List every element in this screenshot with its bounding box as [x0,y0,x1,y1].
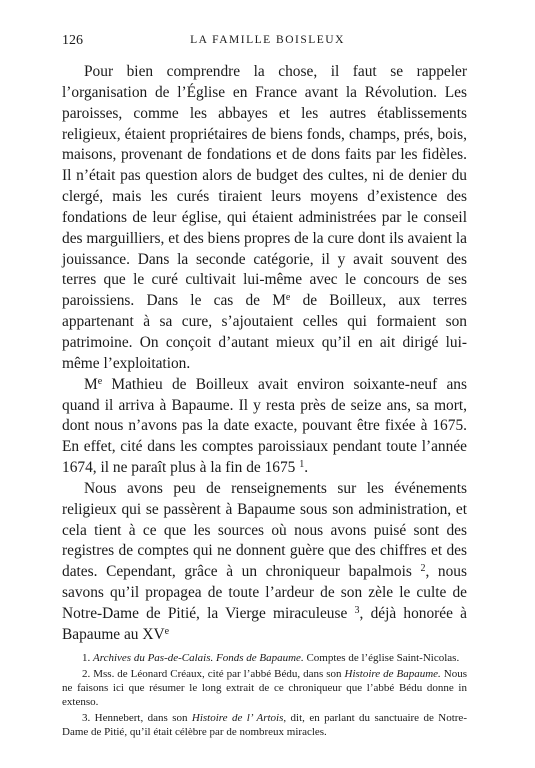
paragraph [62,62,467,375]
text-run: , nous savons qu’il propagea de toute l’ardeur de son zèle le culte de Notre-Dame de Pitié, la Vierge miraculeuse [62,563,467,622]
paragraph [62,375,467,479]
superscript: e [97,375,103,387]
text-run: , déjà honorée à Bapaume au XV [62,604,467,643]
superscript: e [164,625,170,637]
footnotes [62,651,467,741]
text-run: Nous avons peu de renseignements sur les événements religieux qui se passèrent à Bapaume sous son administration, et cela tient à ce que les sources où nous avons puisé sont des registres de comptes qui ne donnent guère que des chiffres et des dates. Cependant, grâce à un chroniqueur bapalmois [62,479,467,581]
text-run: Comptes de l’église Saint-Nicolas. [303,652,460,664]
running-head [60,34,475,46]
superscript: e [285,292,291,304]
text-run: Mathieu de Boilleux avait environ soixante-neuf ans quand il arriva à Bapaume. Il y resta près de seize ans, sa mort, dont nous n’avons pas la date exacte, pouvant être fixée à 1675. En effet, cité dans les comptes paroissiaux pendant toute l’année 1674, il ne paraît plus à la fin de 1675 [62,375,467,477]
text-run: 1. [82,652,93,664]
page-number: 126 [62,33,83,48]
running-title: LA FAMILLE BOISLEUX [190,34,345,46]
text-run: de Boilleux, aux terres appartenant à sa cure, s’ajoutaient celles qui formaient son patrimoine. On conçoit d’autant mieux qu’il en ait dirigé lui-même l’exploitation. [62,292,467,372]
superscript: 1 [299,459,305,471]
italic-text: Archives du Pas-de-Calais. Fonds de Bapaume. [93,652,304,664]
text-run: 3. Hennebert, dans son [82,712,192,724]
text-run: Pour bien comprendre la chose, il faut se rappeler l’organisation de l’Église en France avant la Révolution. Les paroisses, comme les abbayes et les autres établissements religieux, étaient propriétaires de biens fonds, champs, prés, bois, maisons, provenant de fondations et de dons faits par les fidèles. Il n’était pas question alors de budget des cultes, ni de denier du clergé, mais les curés tiraient leurs moyens d’existence des fondations de leur église, qui étaient administrées par le conseil des marguilliers, et des biens propres de la cure dont ils avaient la jouissance. Dans la seconde catégorie, il y avait souvent des terres que le curé cultivait lui-même avec le concours de ses paroissiens. Dans le cas de M [62,63,467,310]
text-run: Nous ne faisons ici que résumer le long extrait de ce chroniqueur que l’abbé Bédu donne in extenso. [62,668,468,708]
text-run: , dit, en parlant du sanctuaire de Notre-Dame de Pitié, qu’il était célèbre par de nombreux miracles. [62,712,467,738]
superscript: 2 [420,563,426,575]
italic-text: Histoire de l’ Artois [191,712,284,724]
text-run: 2. Mss. de Léonard Créaux, cité par l’abbé Bédu, dans son [82,668,345,680]
superscript: 3 [354,604,360,616]
footnote [62,667,467,709]
footnote [62,711,467,739]
footnote [62,651,467,665]
italic-text: Histoire de Bapaume. [344,668,441,680]
body-text [62,62,467,646]
paragraph [62,479,467,646]
text-run: . [304,459,309,477]
text-run: M [84,375,98,393]
